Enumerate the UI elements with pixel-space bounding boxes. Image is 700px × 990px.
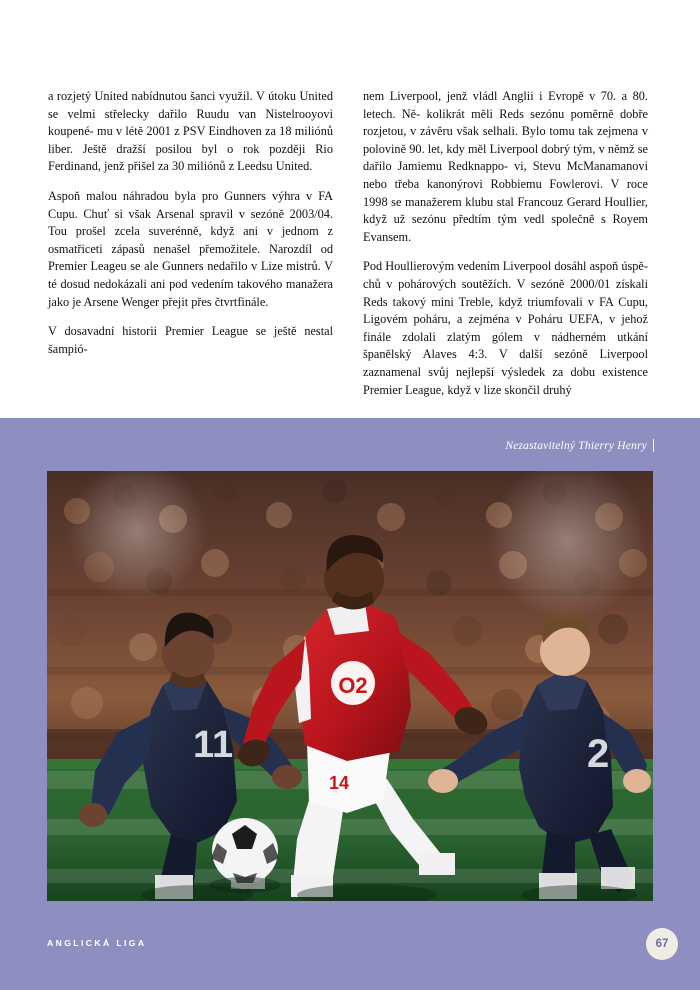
section-label: ANGLICKÁ LIGA bbox=[47, 938, 147, 948]
page-number-badge bbox=[646, 928, 678, 960]
photo-caption: Nezastavitelný Thierry Henry bbox=[505, 439, 647, 452]
page-footer bbox=[0, 920, 700, 990]
paragraph: Aspoň malou náhradou byla pro Gunners výhra v FA Cupu. Chuť si však Arsenal spravil v sezóně 2003/04. Tou prošel zcela suverénně, když ani v jednom z osmatřiceti zápasů nenašel přemožitele. Narozdíl od Premier Leageu se ale Gunners nedařilo v Lize mistrů. V té dosud nedokázali ani pod vedením takového manažera jako je Arsene Wenger přejit přes čtvrtfinále. bbox=[48, 188, 333, 309]
photo-panel bbox=[0, 418, 700, 990]
photo-panel-inner bbox=[0, 418, 700, 990]
article-text-area bbox=[0, 0, 700, 420]
svg-text:2: 2 bbox=[587, 732, 610, 776]
article-columns bbox=[48, 88, 648, 399]
svg-text:O2: O2 bbox=[338, 673, 368, 698]
caption-divider bbox=[653, 439, 654, 452]
photo-caption-wrap bbox=[505, 439, 654, 452]
paragraph: Pod Houllierovým vedením Liverpool dosáhl aspoň úspě- chů v pohárových soutěžích. V sezóně 2000/01 získali Reds takový mini Treble, když triumfovali v FA Cupu, Ligovém poháru, a zejména v Poháru UEFA, v jehož finále zdolali zlatým gólem v nádherném utkání španělský Alaves 4:3. V další sezóně Liverpool zaznamenal svůj nejlepší výsledek za dobu existence Premier League, když v lize skončil druhý bbox=[363, 259, 648, 397]
football-photo bbox=[47, 471, 653, 901]
article-column-left bbox=[48, 88, 333, 399]
paragraph: nem Liverpool, jenž vládl Anglii i Evropě v 70. a 80. letech. Ně- kolikrát měli Reds sezónu poměrně dobře rozjetou, v závěru však selhali. Bylo tomu tak zejmena v polovině 90. let, kdy měl Liverpool dobrý tým, v němž se dařilo Jamiemu Redknappo- vi, Stevu McManamanovi nebo třeba kanonýrovi Robbiemu Fowlerovi. V roce 1998 se manažerem klubu stal Francouz Gerard Houllier, když už sezónu předtím tým vedl společně s Royem Evansem. bbox=[363, 89, 648, 244]
paragraph: V dosavadní historii Premier League se ještě nestal šampió- bbox=[48, 324, 333, 356]
paragraph: a rozjetý United nabídnutou šanci využil. V útoku United se velmi střelecky dařilo Ruudu van Nistelrooyovi koupené- mu v létě 2001 z PSV Eindhoven za 18 miliónů liber. Ještě dražší posilou byl o rok později Rio Ferdinand, jenž přišel za 30 miliónů z Leedsu United. bbox=[48, 89, 333, 174]
svg-text:14: 14 bbox=[328, 773, 350, 793]
page-number: 67 bbox=[655, 938, 669, 950]
svg-text:11: 11 bbox=[193, 724, 234, 766]
article-column-right bbox=[363, 88, 648, 399]
